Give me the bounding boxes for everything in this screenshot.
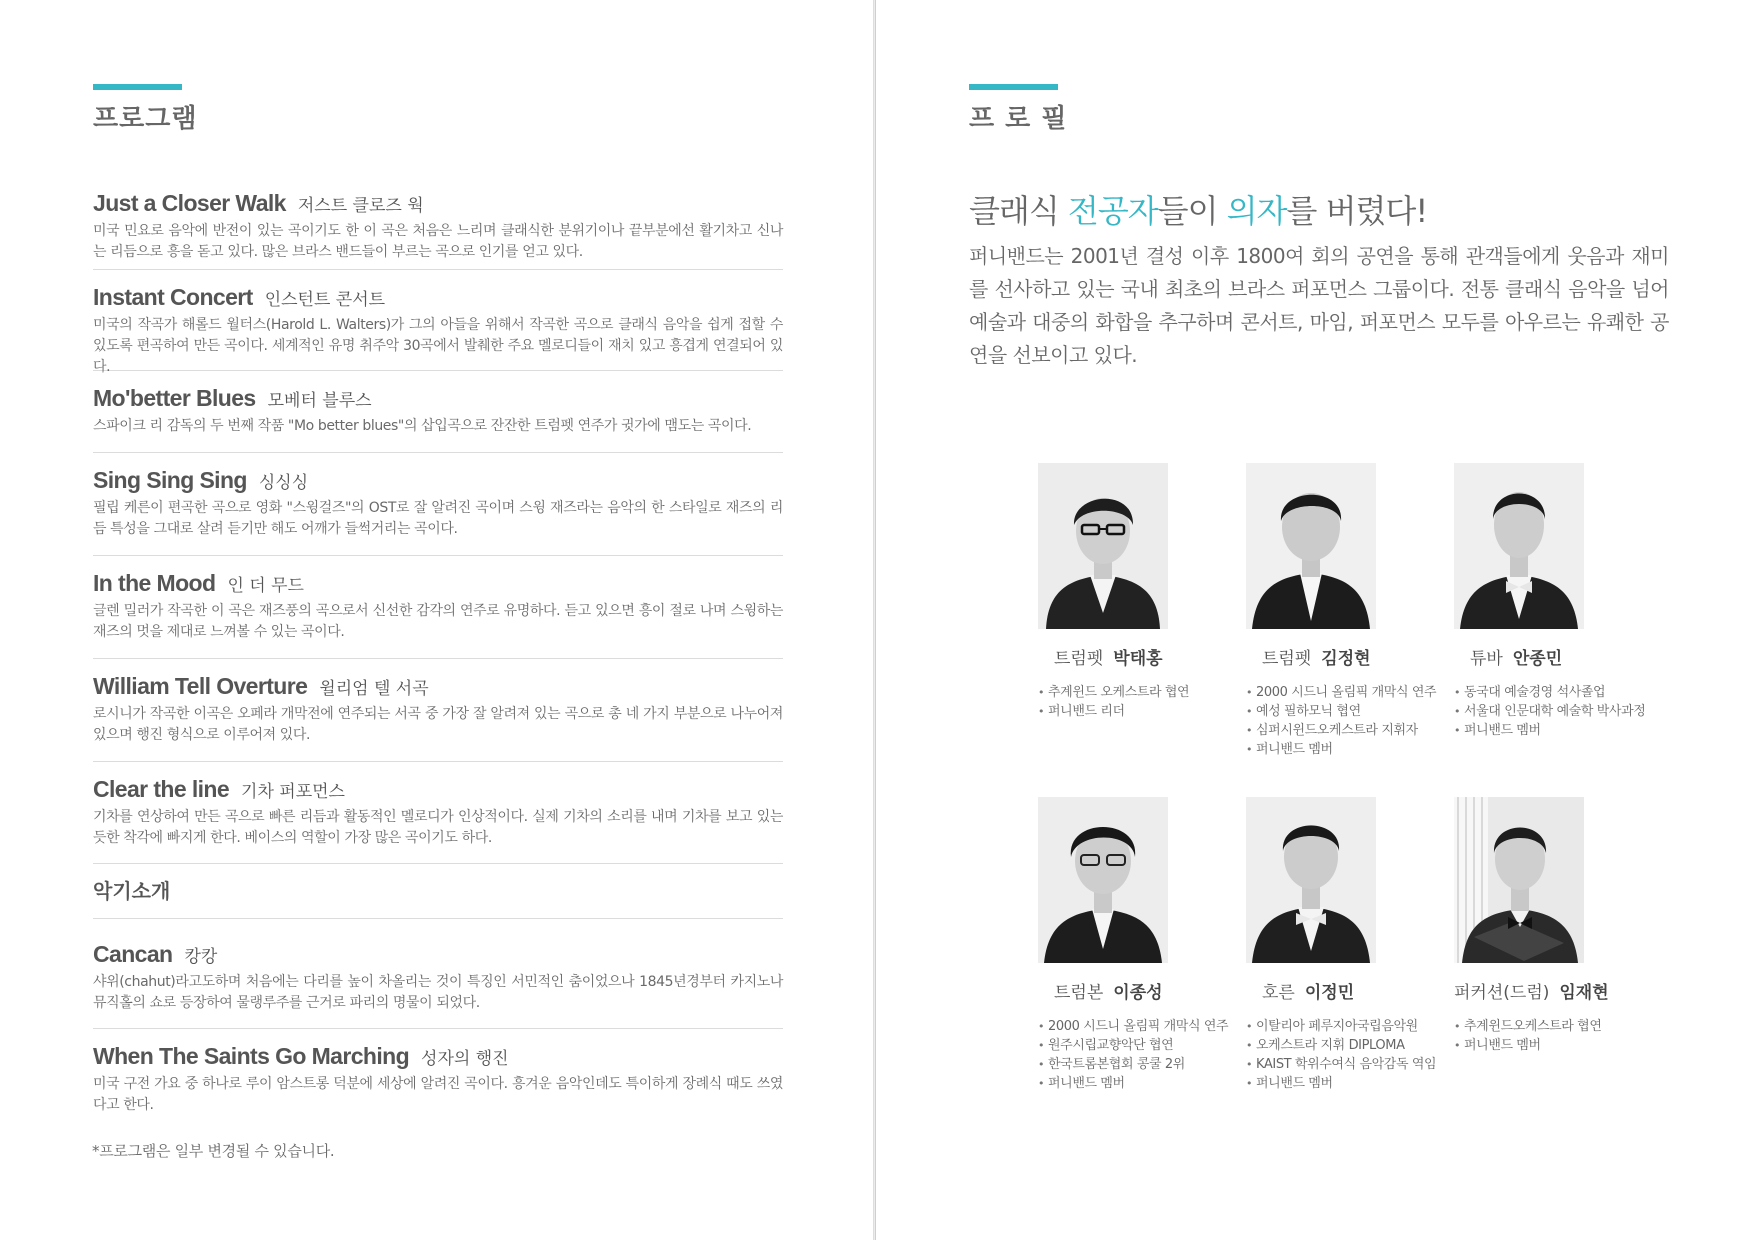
program-item	[93, 188, 783, 270]
member-bullet: • 퍼니밴드 멤버	[1454, 1036, 1664, 1055]
program-title	[93, 1041, 783, 1071]
member-bullet: • 추계윈드 오케스트라 협연	[1038, 683, 1248, 702]
member-bullet: • 퍼니밴드 멤버	[1038, 1074, 1248, 1093]
member-bullet: • 추계윈드오케스트라 협연	[1454, 1017, 1664, 1036]
member-name-line	[1246, 644, 1456, 669]
member-role: 트럼펫	[1054, 649, 1104, 669]
program-title-en: Cancan	[93, 941, 173, 967]
member-name-line	[1246, 978, 1456, 1003]
program-title-en: William Tell Overture	[93, 673, 308, 699]
member-name: 이정민	[1304, 983, 1355, 1003]
member-role: 호른	[1262, 983, 1295, 1003]
program-title	[93, 774, 783, 804]
member-role: 퍼커션(드럼)	[1454, 983, 1550, 1003]
headline-part: 를 버렸다!	[1286, 192, 1428, 230]
member-bullet: • 퍼니밴드 멤버	[1246, 740, 1456, 759]
member-bullets	[1246, 683, 1456, 759]
section-accent-bar	[969, 84, 1058, 90]
program-item	[93, 465, 783, 556]
member-name: 김정현	[1321, 649, 1371, 669]
headline-accent: 전공자	[1067, 192, 1158, 230]
program-title-ko: 저스트 클로즈 웍	[297, 196, 424, 216]
program-description: 필립 케른이 편곡한 곡으로 영화 "스윙걸즈"의 OST로 잘 알려진 곡이며 스윙 재즈라는 음악의 한 스타일로 재즈의 리듬 특성을 그대로 살려 듣기만 해도 어깨가 들썩거리는 곡이다.	[93, 500, 783, 537]
program-title-en: Sing Sing Sing	[93, 467, 247, 493]
program-title-ko: 인 더 무드	[227, 576, 304, 596]
program-description: 기차를 연상하여 만든 곡으로 빠른 리듬과 활동적인 멜로디가 인상적이다. 실제 기차의 소리를 내며 기차를 보고 있는 듯한 착각에 빠지게 한다. 베이스의 역할이 가장 많은 곡이기도 하다.	[93, 809, 783, 846]
program-item	[93, 1041, 783, 1117]
member-portrait-icon	[1038, 463, 1168, 629]
program-description: 미국 민요로 음악에 반전이 있는 곡이기도 한 이 곡은 처음은 느리며 클래식한 분위기이나 끝부분에선 활기차고 신나는 리듬으로 흥을 돋고 있다. 많은 브라스 밴드들이 부르는 곡으로 인기를 얻고 있다.	[93, 223, 783, 260]
member-photo	[1038, 463, 1168, 629]
member-name: 임재현	[1559, 983, 1609, 1003]
member-card	[1246, 797, 1456, 1093]
member-bullet: • 오케스트라 지휘 DIPLOMA	[1246, 1036, 1456, 1055]
member-bullets	[1038, 683, 1248, 721]
program-title-ko: 모베터 블루스	[267, 391, 372, 411]
member-name: 박태홍	[1113, 649, 1163, 669]
program-title-ko: 인스턴트 콘서트	[264, 290, 386, 310]
member-card	[1038, 463, 1248, 721]
member-card	[1454, 463, 1664, 740]
program-item	[93, 939, 783, 1029]
program-item	[93, 774, 783, 864]
member-photo	[1038, 797, 1168, 963]
program-list	[93, 188, 783, 1117]
program-title-ko: 기차 퍼포먼스	[241, 782, 345, 802]
member-portrait-icon	[1246, 797, 1376, 963]
headline-accent: 의자	[1226, 192, 1287, 230]
program-item	[93, 671, 783, 762]
instrument-heading: 악기소개	[93, 864, 783, 919]
program-description: 미국 구전 가요 중 하나로 루이 암스트롱 덕분에 세상에 알려진 곡이다. 흥겨운 음악인데도 특이하게 장례식 때도 쓰였다고 한다.	[93, 1076, 783, 1113]
program-title	[93, 568, 783, 598]
member-bullet: • 퍼니밴드 멤버	[1246, 1074, 1456, 1093]
member-portrait-icon	[1038, 797, 1168, 963]
program-title-en: In the Mood	[93, 570, 216, 596]
program-item	[93, 383, 783, 453]
program-title-en: Mo'better Blues	[93, 385, 256, 411]
program-title	[93, 188, 783, 218]
member-card	[1246, 463, 1456, 759]
member-bullets	[1454, 1017, 1664, 1055]
program-description: 샤위(chahut)라고도하며 처음에는 다리를 높이 차올리는 것이 특징인 서민적인 춤이었으나 1845년경부터 카지노나 뮤직홀의 쇼로 등장하여 물랭루주를 근거로 파리의 명물이 되었다.	[93, 974, 783, 1011]
member-card	[1454, 797, 1664, 1055]
program-title	[93, 671, 783, 701]
program-title-en: Instant Concert	[93, 284, 253, 310]
profile-page	[875, 0, 1748, 1240]
program-description: 미국의 작곡가 해롤드 월터스(Harold L. Walters)가 그의 아들을 위해서 작곡한 곡으로 클래식 음악을 쉽게 접할 수 있도록 편곡하여 만든 곡이다. 세계적인 유명 취주악 30곡에서 발췌한 주요 멜로디들이 재치 있고 흥겹게 연결되어 있다.	[93, 317, 783, 375]
member-bullet: • 원주시립교향악단 협연	[1038, 1036, 1248, 1055]
program-item	[93, 282, 783, 375]
member-bullets	[1246, 1017, 1456, 1093]
program-title	[93, 939, 783, 969]
member-bullet: • 2000 시드니 올림픽 개막식 연주	[1038, 1017, 1248, 1036]
member-photo	[1454, 797, 1584, 963]
headline-part: 클래식	[969, 192, 1068, 230]
member-name: 안종민	[1512, 649, 1563, 669]
member-card	[1038, 797, 1248, 1093]
member-bullets	[1454, 683, 1664, 740]
member-portrait-icon	[1454, 463, 1584, 629]
member-role: 튜바	[1470, 649, 1503, 669]
member-bullets	[1038, 1017, 1248, 1093]
profile-intro: 퍼니밴드는 2001년 결성 이후 1800여 회의 공연을 통해 관객들에게 웃음과 재미를 선사하고 있는 국내 최초의 브라스 퍼포먼스 그룹이다. 전통 클래식 음악을 넘어 예술과 대중의 화합을 추구하며 콘서트, 마임, 퍼포먼스 모두를 아우르는 유쾌한 공연을 선보이고 있다.	[969, 244, 1669, 367]
program-title-en: Clear the line	[93, 776, 230, 802]
member-name-line	[1454, 978, 1664, 1003]
program-title-en: Just a Closer Walk	[93, 190, 286, 216]
program-footnote: *프로그램은 일부 변경될 수 있습니다.	[92, 1142, 335, 1160]
program-title	[93, 465, 783, 495]
program-title-en: When The Saints Go Marching	[93, 1043, 410, 1069]
member-bullet: • KAIST 학위수여식 음악감독 역임	[1246, 1055, 1456, 1074]
headline-part: 들이	[1157, 192, 1227, 230]
program-title-ko: 싱싱싱	[258, 473, 309, 493]
program-title-ko: 성자의 행진	[421, 1049, 509, 1069]
member-photo	[1246, 797, 1376, 963]
member-portrait-icon	[1246, 463, 1376, 629]
profile-headline	[969, 186, 1427, 232]
member-name-line	[1038, 978, 1248, 1003]
member-bullet: • 심퍼시윈드오케스트라 지휘자	[1246, 721, 1456, 740]
member-name-line	[1038, 644, 1248, 669]
member-bullet: • 퍼니밴드 리더	[1038, 702, 1248, 721]
program-item	[93, 568, 783, 659]
program-title	[93, 383, 783, 413]
program-title-ko: 캉캉	[184, 947, 218, 967]
program-description: 로시니가 작곡한 이곡은 오페라 개막전에 연주되는 서곡 중 가장 잘 알려져 있는 곡으로 총 네 가지 부분으로 나누어져 있으며 행진 형식으로 이루어져 있다.	[93, 706, 783, 743]
member-bullet: • 이탈리아 페루지아국립음악원	[1246, 1017, 1456, 1036]
member-bullet: • 퍼니밴드 멤버	[1454, 721, 1664, 740]
member-bullet: • 동국대 예술경영 석사졸업	[1454, 683, 1664, 702]
member-name-line	[1454, 644, 1664, 669]
member-photo	[1246, 463, 1376, 629]
member-bullet: • 서울대 인문대학 예술학 박사과정	[1454, 702, 1664, 721]
member-role: 트럼펫	[1262, 649, 1312, 669]
section-title: 프로그램	[93, 104, 198, 134]
member-bullet: • 2000 시드니 올림픽 개막식 연주	[1246, 683, 1456, 702]
program-description: 글렌 밀러가 작곡한 이 곡은 재즈풍의 곡으로서 신선한 감각의 연주로 유명하다. 듣고 있으면 흥이 절로 나며 스윙하는 재즈의 멋을 제대로 느껴볼 수 있는 곡이다.	[93, 603, 783, 640]
member-name: 이종성	[1113, 983, 1163, 1003]
section-accent-bar	[93, 84, 182, 90]
member-bullet: • 예성 필하모닉 협연	[1246, 702, 1456, 721]
member-bullet: • 한국트롬본협회 콩쿨 2위	[1038, 1055, 1248, 1074]
program-title-ko: 윌리엄 텔 서곡	[319, 679, 429, 699]
program-description: 스파이크 리 감독의 두 번째 작품 "Mo better blues"의 삽입곡으로 잔잔한 트럼펫 연주가 귓가에 맴도는 곡이다.	[93, 418, 752, 434]
member-photo	[1454, 463, 1584, 629]
section-title: 프 로 필	[969, 104, 1068, 134]
member-portrait-icon	[1454, 797, 1584, 963]
program-title	[93, 282, 783, 312]
member-role: 트럼본	[1054, 983, 1104, 1003]
